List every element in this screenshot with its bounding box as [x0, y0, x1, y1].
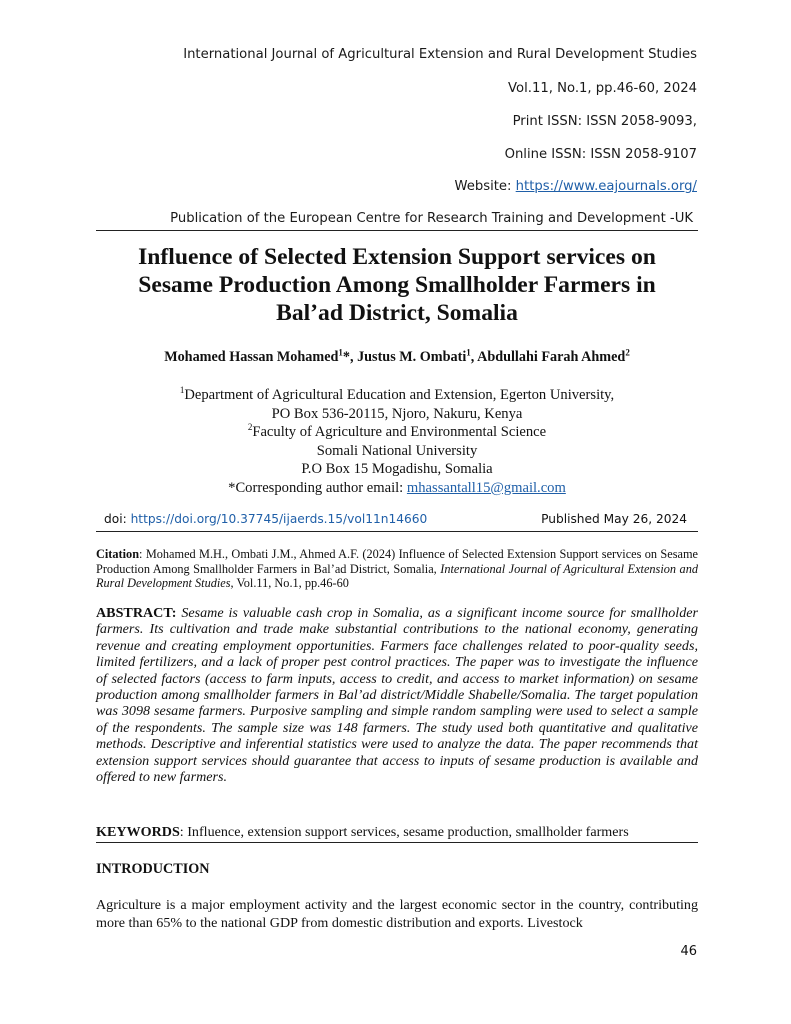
- author-sup: 2: [625, 347, 630, 358]
- doi-divider: [96, 531, 698, 532]
- author-list: [90, 349, 704, 366]
- page-number: 46: [680, 944, 697, 959]
- paper-title: [90, 243, 704, 327]
- keywords-divider: [96, 842, 698, 843]
- author-email-link[interactable]: mhassantall15@gmail.com: [406, 479, 566, 496]
- website-link[interactable]: https://www.eajournals.org/: [515, 179, 697, 194]
- corresponding-label: *Corresponding author email:: [228, 479, 407, 496]
- title-line-2: Sesame Production Among Smallholder Farmers in: [138, 272, 656, 298]
- affiliation-text: Faculty of Agriculture and Environmental Science: [252, 424, 547, 440]
- online-issn: Online ISSN: ISSN 2058-9107: [504, 147, 697, 162]
- website-label: Website:: [454, 179, 516, 194]
- citation-label: Citation: [96, 547, 140, 561]
- title-line-3: Bal’ad District, Somalia: [276, 300, 518, 326]
- print-issn: Print ISSN: ISSN 2058-9093,: [512, 114, 697, 129]
- affiliation-line-1: [90, 386, 704, 405]
- affiliation-text: Department of Agricultural Education and Extension, Egerton University,: [184, 387, 615, 403]
- affiliations: [90, 386, 704, 497]
- citation: [96, 547, 698, 591]
- author-suffix: *,: [342, 349, 358, 365]
- affiliation-sup: 2: [247, 422, 253, 433]
- author-sup: 1: [338, 347, 343, 358]
- doi-line: [104, 512, 427, 526]
- website-line: [454, 179, 697, 194]
- abstract-text: Sesame is valuable cash crop in Somalia, as a significant income source for smallholder farmers. Its cultivation and trade make substantial contributions to the national economy, generating revenue and creating employment opportunities. Farmers face challenges related to poor-quality seeds, limited fertilizers, and a lack of proper pest control practices. The paper was to investigate the influence of selected factors (access to farm inputs, access to credit, and access to market information) on sesame production among smallholder farmers in Bal’ad district/Middle Shabelle/Somalia. The target population was 3098 sesame farmers. Purposive sampling and simple random sampling were used to select a sample of the respondents. The sample size was 148 farmers. The study used both quantitative and qualitative methods. Descriptive and inferential statistics were used to analyze the data. The paper recommends that extension support services should guarantee that access to inputs of sesame production is available and offered to new farmers.: [96, 605, 698, 786]
- keywords-label: KEYWORDS: [96, 824, 180, 840]
- author-name: Abdullahi Farah Ahmed: [477, 349, 626, 365]
- publisher-line: Publication of the European Centre for Research Training and Development -UK: [170, 211, 693, 226]
- corresponding-author: [90, 479, 704, 498]
- author-name: Justus M. Ombati: [357, 349, 467, 365]
- affiliation-line-3: [90, 423, 704, 442]
- author-sup: 1: [466, 347, 471, 358]
- author-name: Mohamed Hassan Mohamed: [164, 349, 339, 365]
- journal-name: International Journal of Agricultural Extension and Rural Development Studies: [183, 47, 697, 62]
- affiliation-line-2: PO Box 536-20115, Njoro, Nakuru, Kenya: [271, 405, 523, 422]
- keywords-text: : Influence, extension support services, sesame production, smallholder farmers: [179, 824, 629, 840]
- introduction-heading: INTRODUCTION: [96, 861, 210, 877]
- citation-tail: Vol.11, No.1, pp.46-60: [233, 576, 349, 591]
- affiliation-line-4: Somali National University: [316, 442, 478, 459]
- header-divider: [96, 230, 698, 231]
- title-line-1: Influence of Selected Extension Support services on: [138, 244, 656, 270]
- affiliation-sup: 1: [179, 385, 185, 396]
- doi-label: doi:: [104, 512, 131, 526]
- citation-journal: International Journal of Agricultural Extension and Rural Development Studies,: [96, 561, 698, 591]
- introduction-paragraph: Agriculture is a major employment activity and the largest economic sector in the country, contributing more than 65% to the national GDP from domestic distribution and exports. Livestock: [96, 897, 698, 931]
- doi-link[interactable]: https://doi.org/10.37745/ijaerds.15/vol11n14660: [130, 512, 428, 526]
- abstract: [96, 605, 698, 785]
- volume-info: Vol.11, No.1, pp.46-60, 2024: [508, 81, 697, 96]
- keywords: [96, 824, 698, 841]
- author-suffix: ,: [470, 349, 478, 365]
- citation-text: : Mohamed M.H., Ombati J.M., Ahmed A.F. (2024) Influence of Selected Extension Support services on Sesame Production Among Smallholder Farmers in Bal’ad District, Somalia,: [96, 547, 698, 576]
- affiliation-line-5: P.O Box 15 Mogadishu, Somalia: [301, 461, 493, 477]
- abstract-label: ABSTRACT:: [96, 605, 182, 621]
- published-date: Published May 26, 2024: [541, 512, 687, 526]
